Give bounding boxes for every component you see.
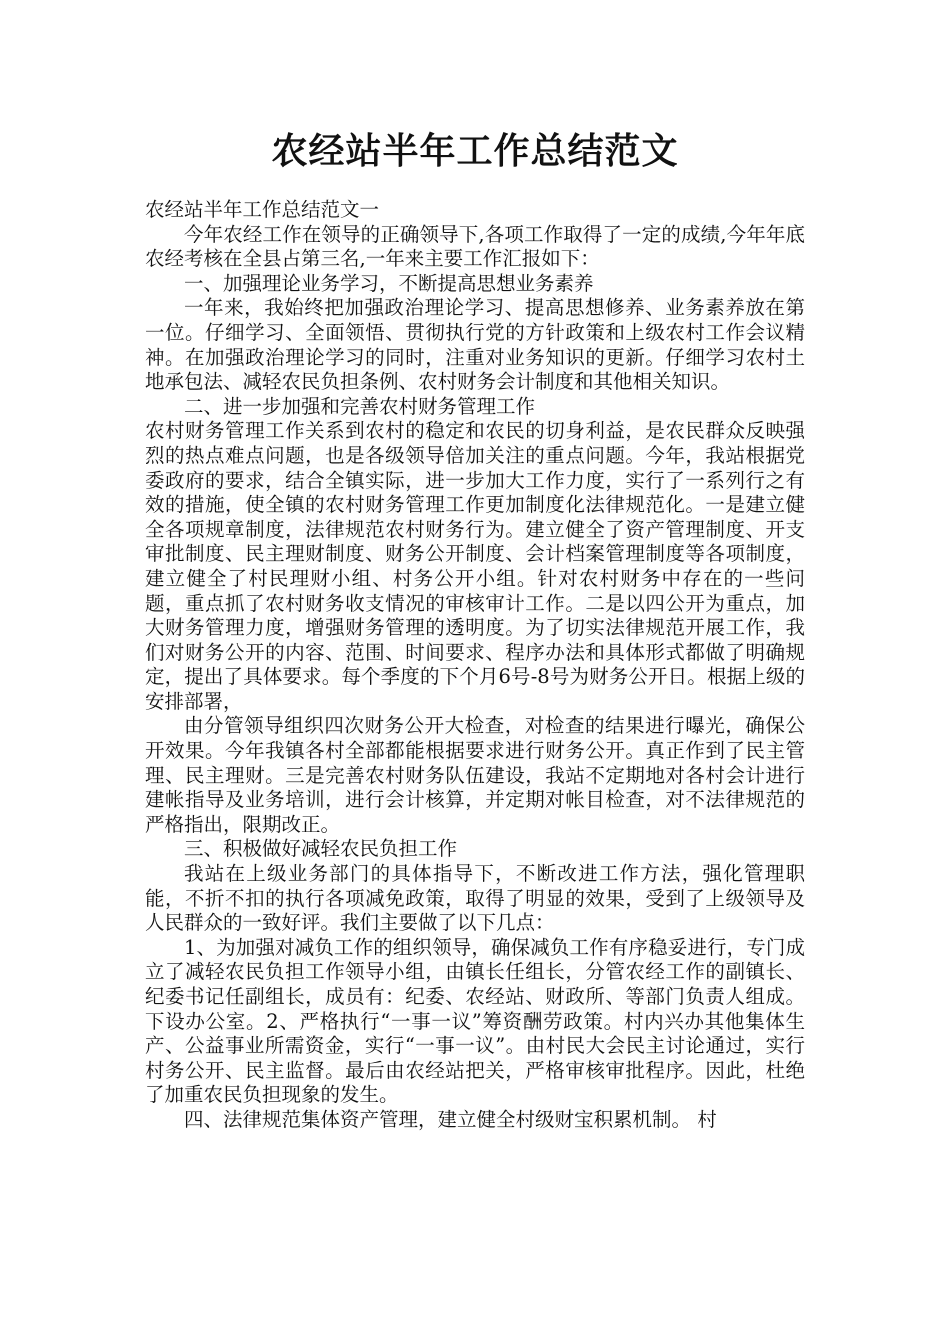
- paragraph: 一、加强理论业务学习，不断提高思想业务素养: [184, 271, 594, 295]
- paragraph: 由分管领导组织四次财务公开大检查，对检查的结果进行曝光，确保公开效果。今年我镇各村全部都能根据要求进行财务公开。真正作到了民主管理、民主理财。三是完善农村财务队伍建设，我站不定期地对各村会计进行建帐指导及业务培训，进行会计核算，并定期对帐目检查，对不法律规范的严格指出，限期改正。: [145, 714, 805, 836]
- paragraph: 二、进一步加强和完善农村财务管理工作: [184, 394, 536, 418]
- document-title: 农经站半年工作总结范文: [271, 131, 679, 172]
- paragraph: 今年农经工作在领导的正确领导下,各项工作取得了一定的成绩,今年年底农经考核在全县占第三名,一年来主要工作汇报如下：: [145, 222, 805, 271]
- paragraph: 四、法律规范集体资产管理，建立健全村级财宝积累机制。 村: [184, 1107, 717, 1131]
- paragraph: 我站在上级业务部门的具体指导下，不断改进工作方法，强化管理职能，不折不扣的执行各项减免政策，取得了明显的效果，受到了上级领导及人民群众的一致好评。我们主要做了以下几点：: [145, 862, 805, 935]
- paragraph: 一年来，我始终把加强政治理论学习、提高思想修养、业务素养放在第一位。仔细学习、全面领悟、贯彻执行党的方针政策和上级农村工作会议精神。在加强政治理论学习的同时，注重对业务知识的更新。仔细学习农村土地承包法、减轻农民负担条例、农村财务会计制度和其他相关知识。: [145, 296, 805, 394]
- paragraph: 农村财务管理工作关系到农村的稳定和农民的切身利益，是农民群众反映强烈的热点难点问题，也是各级领导倍加关注的重点问题。今年，我站根据党委政府的要求，结合全镇实际，进一步加大工作力度，实行了一系列行之有效的措施，使全镇的农村财务管理工作更加制度化法律规范化。一是建立健全各项规章制度，法律规范农村财务行为。建立健全了资产管理制度、开支审批制度、民主理财制度、财务公开制度、会计档案管理制度等各项制度，建立健全了村民理财小组、村务公开小组。针对农村财务中存在的一些问题，重点抓了农村财务收支情况的审核审计工作。二是以四公开为重点，加大财务管理力度，增强财务管理的透明度。为了切实法律规范开展工作，我们对财务公开的内容、范围、时间要求、程序办法和具体形式都做了明确规定，提出了具体要求。每个季度的下个月6号-8号为财务公开日。根据上级的安排部署，: [145, 419, 805, 713]
- paragraph: 1、为加强对减负工作的组织领导，确保减负工作有序稳妥进行，专门成立了减轻农民负担工作领导小组，由镇长任组长，分管农经工作的副镇长、纪委书记任副组长，成员有：纪委、农经站、财政所、等部门负责人组成。下设办公室。2、严格执行“一事一议”筹资酬劳政策。村内兴办其他集体生产、公益事业所需资金，实行“一事一议”。由村民大会民主讨论通过，实行村务公开、民主监督。最后由农经站把关，严格审核审批程序。因此，杜绝了加重农民负担现象的发生。: [145, 935, 805, 1107]
- paragraph: 农经站半年工作总结范文一: [145, 198, 380, 221]
- paragraph: 三、积极做好减轻农民负担工作: [184, 837, 458, 861]
- document-body: [145, 198, 805, 1133]
